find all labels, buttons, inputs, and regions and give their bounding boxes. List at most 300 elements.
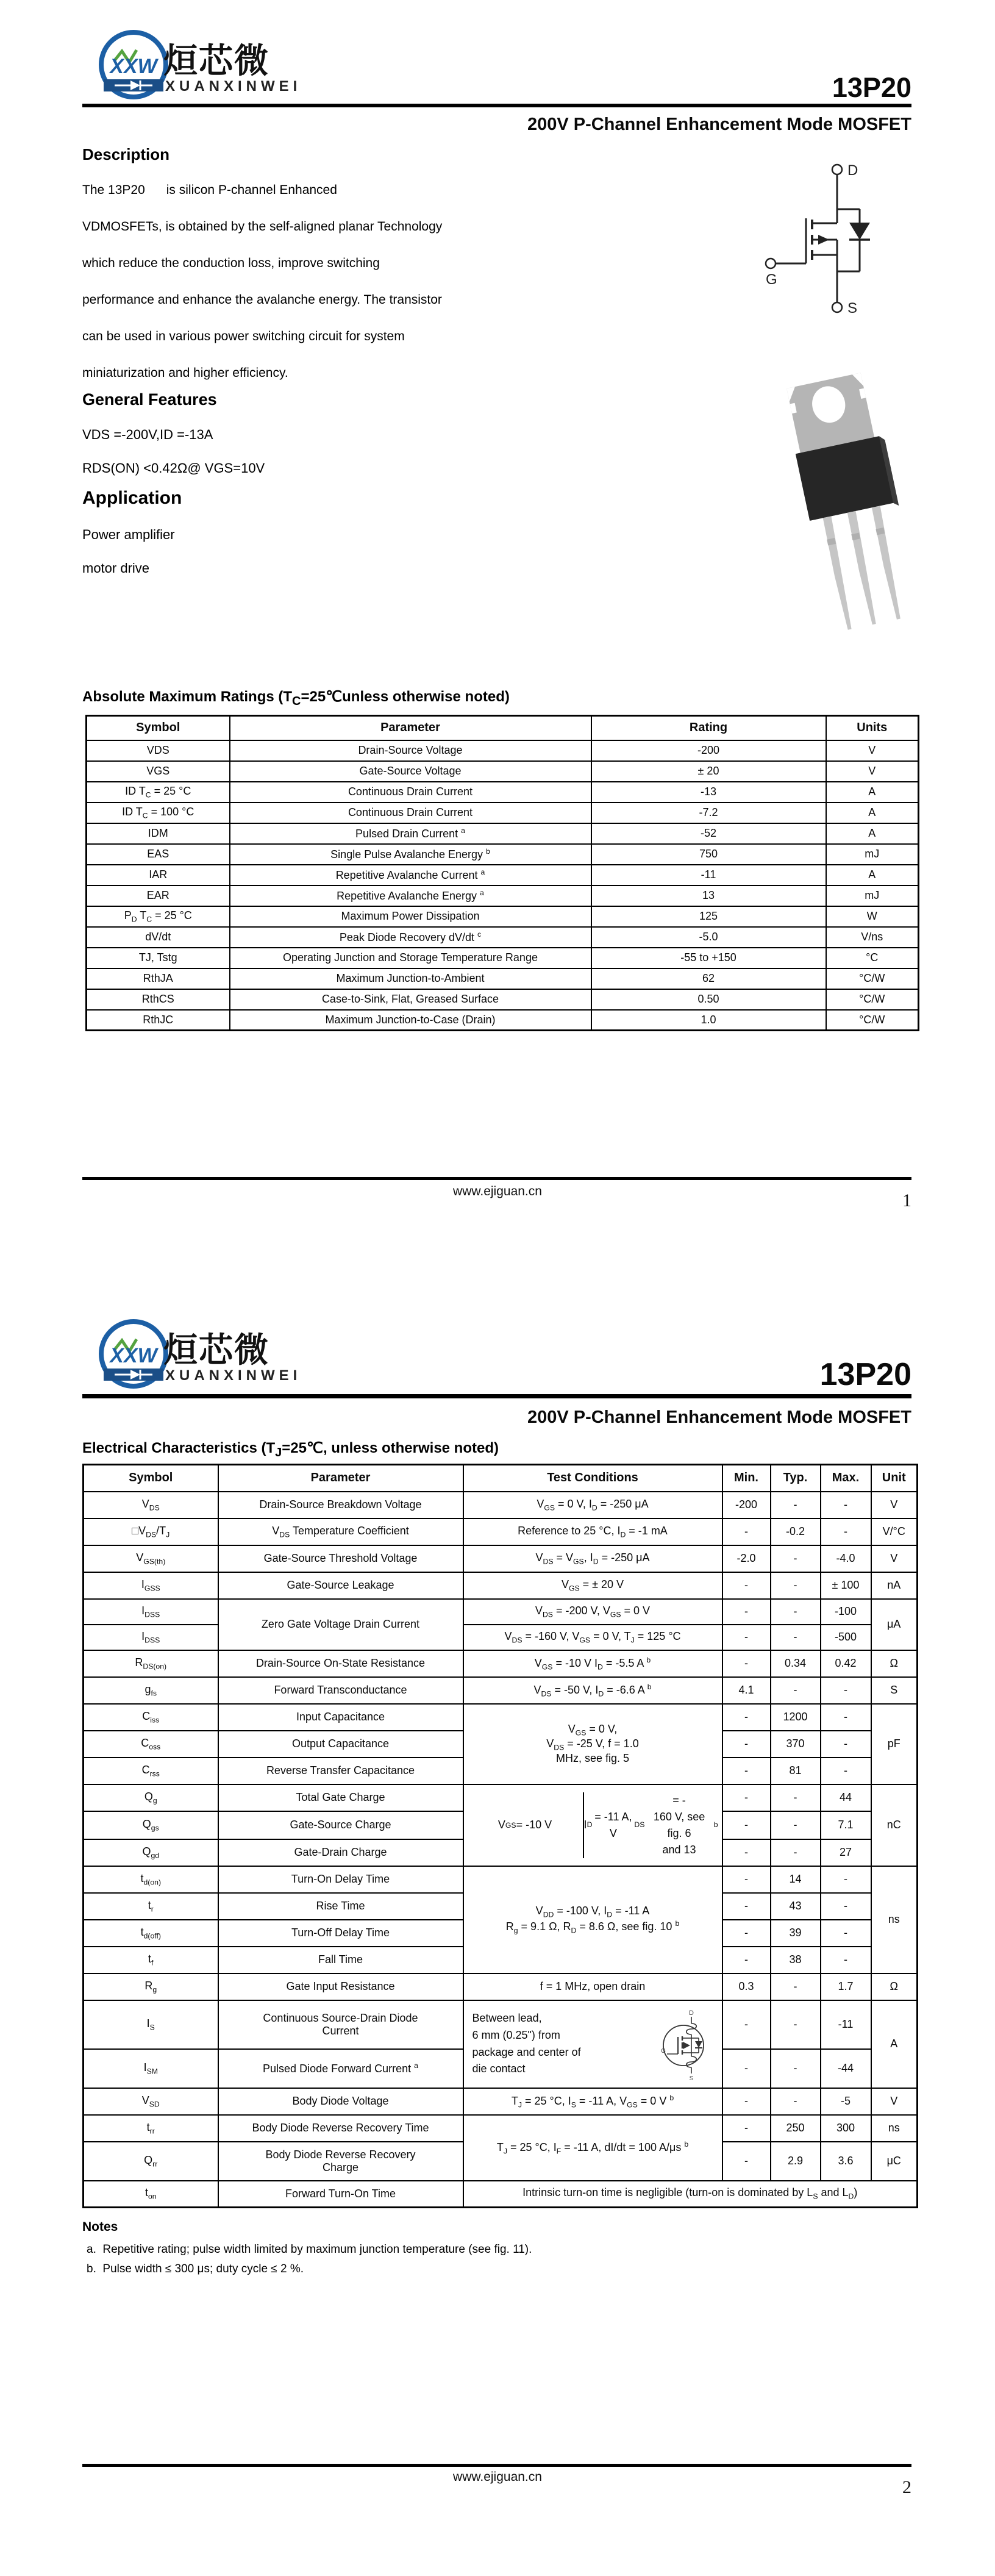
table-cell: Zero Gate Voltage Drain Current [218, 1599, 463, 1650]
table-cell: -44 [821, 2049, 871, 2088]
table-row [84, 2181, 918, 2208]
table-cell: - [722, 1811, 771, 1839]
table-cell: -55 to +150 [591, 948, 826, 968]
table-cell: $I_{DSS}$ [84, 1625, 218, 1650]
table-cell: 125 [591, 906, 826, 927]
table-cell: V [871, 1492, 918, 1519]
table-cell: - [722, 2049, 771, 2088]
table-cell: Gate-Drain Charge [218, 1839, 463, 1866]
package-leg [847, 511, 880, 625]
table-cell: °C/W [826, 1010, 919, 1031]
table-cell: °C/W [826, 968, 919, 989]
table-cell: - [821, 1704, 871, 1731]
table-row [87, 927, 919, 948]
table-row [87, 948, 919, 968]
column-header: Parameter [230, 716, 591, 740]
table-cell: - [771, 1545, 821, 1572]
table-cell: - [771, 2049, 821, 2088]
table-cell: - [771, 1572, 821, 1599]
table-cell: A [826, 823, 919, 844]
table-cell: $V_{DS} = -200$ V, $V_{GS} = 0$ V [463, 1599, 722, 1625]
table-cell: - [722, 1625, 771, 1650]
table-cell: 750 [591, 844, 826, 865]
description-line: can be used in various power switching circuit for system [82, 329, 405, 343]
abs-max-table [85, 715, 919, 1031]
table-row [87, 823, 919, 844]
table-cell: -100 [821, 1599, 871, 1625]
table-cell: V GS = -10 V I D = -11 A, V DS = - 160 V, see fig. 6 and 13 b [463, 1784, 722, 1866]
table-cell: - [722, 1572, 771, 1599]
table-cell: Turn-On Delay Time [218, 1866, 463, 1893]
body-diode [849, 223, 870, 240]
note-line: a. Repetitive rating; pulse width limited by maximum junction temperature (see fig. 11). [87, 2243, 532, 2256]
table-cell: - [771, 1599, 821, 1625]
table-row [84, 1677, 918, 1704]
table-cell: 250 [771, 2115, 821, 2142]
page-title: 200V P-Channel Enhancement Mode MOSFET [527, 115, 911, 134]
table-cell: Ω [871, 1650, 918, 1677]
table-row [84, 2000, 918, 2049]
table-cell: $Q_g$ [84, 1784, 218, 1811]
table-cell: Turn-Off Delay Time [218, 1920, 463, 1947]
drain-terminal [832, 165, 842, 174]
table-cell: - [771, 2088, 821, 2115]
elec-char-title: Electrical Characteristics ($T_J=25℃$, unless otherwise noted) [82, 1440, 499, 1459]
table-cell: $V_{DS} = V_{GS}$, $I_D = -250$ μA [463, 1545, 722, 1572]
table-cell: $C_{rss}$ [84, 1758, 218, 1784]
table-cell: nC [871, 1784, 918, 1866]
table-row [87, 761, 919, 782]
application-heading: Application [82, 488, 182, 508]
table-cell: $V_{DS} = -50$ V, $I_D = -6.6$ A $^b$ [463, 1677, 722, 1704]
table-cell: -13 [591, 782, 826, 803]
description-line: performance and enhance the avalanche energy. The transistor [82, 293, 442, 307]
table-cell: Intrinsic turn-on time is negligible (turn-on is dominated by $L_S$ and $L_D$) [463, 2181, 918, 2208]
table-cell: Fall Time [218, 1947, 463, 1973]
table-cell: - [771, 1811, 821, 1839]
table-cell: Continuous Drain Current [230, 803, 591, 823]
table-cell: -52 [591, 823, 826, 844]
table-cell: -5 [821, 2088, 871, 2115]
source-terminal [832, 302, 842, 312]
table-cell: $V_{GS} = 0$ V, $I_D = -250$ μA [463, 1492, 722, 1519]
table-cell: - [821, 1492, 871, 1519]
description-heading: Description [82, 145, 170, 163]
drain-label: D [847, 162, 858, 179]
table-cell: - [821, 1677, 871, 1704]
table-cell: V [826, 740, 919, 761]
table-cell: 7.1 [821, 1811, 871, 1839]
table-cell: Gate-Source Threshold Voltage [218, 1545, 463, 1572]
table-cell: - [771, 2000, 821, 2049]
table-cell: Ω [871, 1973, 918, 2000]
table-cell: $R_g$ [84, 1973, 218, 2000]
table-cell: 2.9 [771, 2142, 821, 2181]
table-cell: A [826, 782, 919, 803]
table-cell: Continuous Source-Drain Diode Current [218, 2000, 463, 2049]
body-diode-triangle [695, 2041, 702, 2048]
table-cell: - [722, 1920, 771, 1947]
table-cell: IDM [87, 823, 230, 844]
table-cell: °C [826, 948, 919, 968]
table-cell: VDS [87, 740, 230, 761]
table-cell: TJ, Tstg [87, 948, 230, 968]
table-cell: Gate-Source Leakage [218, 1572, 463, 1599]
table-cell: $V_{DS} = -160$ V, $V_{GS} = 0$ V, $T_J = 125$ °C [463, 1625, 722, 1650]
table-cell: Maximum Junction-to-Case (Drain) [230, 1010, 591, 1031]
table-row [87, 740, 919, 761]
table-cell: Maximum Junction-to-Ambient [230, 968, 591, 989]
table-cell: - [821, 1731, 871, 1758]
table-cell: -4.0 [821, 1545, 871, 1572]
application-line: Power amplifier [82, 527, 175, 542]
table-cell: Forward Turn-On Time [218, 2181, 463, 2208]
table-cell: $V_{DS}$ [84, 1492, 218, 1519]
table-cell: - [771, 1677, 821, 1704]
table-cell: A [871, 2000, 918, 2088]
table-cell: $V_{SD}$ [84, 2088, 218, 2115]
table-cell: -11 [591, 865, 826, 886]
table-cell: Pulsed Diode Forward Current $^a$ [218, 2049, 463, 2088]
table-cell: -500 [821, 1625, 871, 1650]
table-cell: ID $T_C = 100$ °C [87, 803, 230, 823]
table-cell: $Q_{gd}$ [84, 1839, 218, 1866]
column-header: Units [826, 716, 919, 740]
footer-url: www.ejiguan.cn [453, 2470, 542, 2484]
source-label: S [847, 300, 858, 317]
table-cell: V/ns [826, 927, 919, 948]
channel-arrow [683, 2042, 690, 2049]
part-number: 13P20 [819, 1357, 911, 1392]
table-cell: Repetitive Avalanche Energy $^a$ [230, 886, 591, 906]
table-cell: Peak Diode Recovery dV/dt $^c$ [230, 927, 591, 948]
table-cell: - [722, 2000, 771, 2049]
data-table [82, 1464, 918, 2208]
icon-drain-label: D [688, 2009, 694, 2017]
table-cell: EAR [87, 886, 230, 906]
header-rule [82, 1394, 911, 1398]
column-header: Typ. [771, 1465, 821, 1492]
mosfet-circle-icon [655, 2008, 713, 2081]
logo-monogram: XXW [110, 1344, 157, 1367]
features-heading: General Features [82, 390, 217, 409]
note-line: b. Pulse width ≤ 300 μs; duty cycle ≤ 2 %. [87, 2263, 304, 2275]
table-cell: ± 20 [591, 761, 826, 782]
table-cell: Output Capacitance [218, 1731, 463, 1758]
table-cell: $V_{DS}$ Temperature Coefficient [218, 1519, 463, 1545]
brand-name-cn: 烜芯微 [163, 41, 269, 80]
table-cell: Body Diode Voltage [218, 2088, 463, 2115]
table-cell: 370 [771, 1731, 821, 1758]
table-cell: Gate-Source Voltage [230, 761, 591, 782]
table-cell: - [771, 1492, 821, 1519]
table-cell: ns [871, 1866, 918, 1973]
page-title: 200V P-Channel Enhancement Mode MOSFET [527, 1408, 911, 1427]
icon-source-label: S [689, 2075, 693, 2081]
mosfet-symbol-diagram [750, 151, 921, 334]
table-cell: - [722, 2088, 771, 2115]
table-cell: f = 1 MHz, open drain [463, 1973, 722, 2000]
table-cell: V [871, 2088, 918, 2115]
table-cell: - [722, 1839, 771, 1866]
table-cell: - [771, 1625, 821, 1650]
column-header: Unit [871, 1465, 918, 1492]
footer-url: www.ejiguan.cn [453, 1184, 542, 1198]
feature-line: RDS(ON) <0.42Ω@ VGS=10V [82, 460, 265, 476]
icon-gate-label: G [660, 2047, 666, 2055]
table-cell: - [722, 1758, 771, 1784]
table-cell: 27 [821, 1839, 871, 1866]
table-cell: - [722, 1519, 771, 1545]
table-cell: mJ [826, 844, 919, 865]
table-cell: -5.0 [591, 927, 826, 948]
table-cell: $I_{GSS}$ [84, 1572, 218, 1599]
column-header: Min. [722, 1465, 771, 1492]
table-cell: IAR [87, 865, 230, 886]
table-cell: - [821, 1866, 871, 1893]
table-row [87, 803, 919, 823]
table-cell: Drain-Source Voltage [230, 740, 591, 761]
footer-rule [82, 1177, 911, 1180]
table-row [84, 1650, 918, 1677]
table-cell: W [826, 906, 919, 927]
table-cell: 13 [591, 886, 826, 906]
table-cell: - [722, 2115, 771, 2142]
table-cell: - [722, 1731, 771, 1758]
table-cell: $Q_{rr}$ [84, 2142, 218, 2181]
table-row [87, 906, 919, 927]
table-cell: Body Diode Reverse Recovery Charge [218, 2142, 463, 2181]
page-2 [0, 1288, 995, 2576]
table-cell: 0.34 [771, 1650, 821, 1677]
table-cell: - [722, 1893, 771, 1920]
column-header: Symbol [84, 1465, 218, 1492]
table-cell: $V_{DD} = -100$ V, $I_D = -11$ A $R_g = 9.1$ Ω, $R_D = 8.6$ Ω, see fig. 10 $^b$ [463, 1866, 722, 1973]
table-cell: Rise Time [218, 1893, 463, 1920]
table-cell: $C_{oss}$ [84, 1731, 218, 1758]
table-cell: ns [871, 2115, 918, 2142]
column-header: Symbol [87, 716, 230, 740]
table-cell: $I_{DSS}$ [84, 1599, 218, 1625]
table-cell: - [722, 1784, 771, 1811]
table-row [84, 2115, 918, 2142]
table-cell: $g_{fs}$ [84, 1677, 218, 1704]
description-line: The 13P20 is silicon P-channel Enhanced [82, 183, 337, 197]
table-cell: Case-to-Sink, Flat, Greased Surface [230, 989, 591, 1010]
description-line: miniaturization and higher efficiency. [82, 366, 288, 380]
table-cell: 39 [771, 1920, 821, 1947]
description-line: which reduce the conduction loss, improve switching [82, 256, 380, 270]
table-cell: Pulsed Drain Current $^a$ [230, 823, 591, 844]
table-cell: - [821, 1893, 871, 1920]
table-cell: $P_D$ $T_C = 25$ °C [87, 906, 230, 927]
table-row [84, 1625, 918, 1650]
notes-heading: Notes [82, 2220, 118, 2234]
table-row [84, 1545, 918, 1572]
table-row [84, 1519, 918, 1545]
table-cell: V/°C [871, 1519, 918, 1545]
table-cell: Total Gate Charge [218, 1784, 463, 1811]
table-cell: - [771, 1839, 821, 1866]
table-cell: 44 [821, 1784, 871, 1811]
feature-line: VDS =-200V,ID =-13A [82, 427, 213, 442]
table-row [84, 1704, 918, 1731]
table-cell: dV/dt [87, 927, 230, 948]
features-list [82, 427, 582, 494]
table-row [84, 2088, 918, 2115]
table-row [84, 1784, 918, 1811]
table-cell: - [821, 1758, 871, 1784]
table-row [87, 886, 919, 906]
table-cell: $t_r$ [84, 1893, 218, 1920]
table-cell: Operating Junction and Storage Temperature Range [230, 948, 591, 968]
table-cell: Reverse Transfer Capacitance [218, 1758, 463, 1784]
gate-label: G [766, 271, 777, 288]
brand-logo [96, 1316, 171, 1392]
part-number: 13P20 [832, 72, 911, 103]
table-cell: -2.0 [722, 1545, 771, 1572]
table-cell: - [722, 1599, 771, 1625]
table-cell: Between lead, 6 mm (0.25") from package and center of die contact D G S [463, 2000, 722, 2088]
table-cell: ID $T_C = 25$ °C [87, 782, 230, 803]
table-cell: S [871, 1677, 918, 1704]
table-cell: 0.50 [591, 989, 826, 1010]
table-cell: $t_{rr}$ [84, 2115, 218, 2142]
table-cell: 1.0 [591, 1010, 826, 1031]
table-cell: Drain-Source Breakdown Voltage [218, 1492, 463, 1519]
table-cell: A [826, 865, 919, 886]
column-header: Test Conditions [463, 1465, 722, 1492]
table-cell: $Q_{gs}$ [84, 1811, 218, 1839]
table-row [84, 1973, 918, 2000]
table-cell: - [771, 1784, 821, 1811]
table-row [84, 1572, 918, 1599]
table-cell: EAS [87, 844, 230, 865]
table-cell: $I_S$ [84, 2000, 218, 2049]
brand-name-en: XUANXINWEI [165, 78, 302, 95]
table-cell: Single Pulse Avalanche Energy $^b$ [230, 844, 591, 865]
table-cell: $V_{GS(th)}$ [84, 1545, 218, 1572]
package-leg [822, 516, 855, 630]
table-cell: 43 [771, 1893, 821, 1920]
table-cell: Body Diode Reverse Recovery Time [218, 2115, 463, 2142]
column-header: Rating [591, 716, 826, 740]
table-cell: - [821, 1519, 871, 1545]
table-cell: Drain-Source On-State Resistance [218, 1650, 463, 1677]
table-cell: 300 [821, 2115, 871, 2142]
table-cell: μA [871, 1599, 918, 1650]
table-cell: Continuous Drain Current [230, 782, 591, 803]
table-cell: - [722, 1650, 771, 1677]
table-cell: RthCS [87, 989, 230, 1010]
page-number: 1 [902, 1190, 911, 1211]
channel-arrow [818, 235, 829, 245]
table-cell: VGS [87, 761, 230, 782]
elec-char-table [82, 1464, 918, 2208]
table-cell: RthJA [87, 968, 230, 989]
brand-logo [96, 27, 171, 102]
table-cell: - [722, 1866, 771, 1893]
table-cell: -200 [591, 740, 826, 761]
package-leg [871, 506, 904, 620]
table-cell: pF [871, 1704, 918, 1784]
logo-monogram: XXW [110, 55, 157, 78]
table-cell: $T_J = 25$ °C, $I_F = -11$ A, dI/dt = 100 A/μs $^b$ [463, 2115, 722, 2181]
gate-terminal [766, 259, 776, 268]
table-row [87, 968, 919, 989]
table-cell: 0.42 [821, 1650, 871, 1677]
table-cell: -0.2 [771, 1519, 821, 1545]
table-cell: μC [871, 2142, 918, 2181]
table-cell: $□V_{DS}/T_J$ [84, 1519, 218, 1545]
table-cell: A [826, 803, 919, 823]
table-cell: Reference to 25 °C, $I_D = -1$ mA [463, 1519, 722, 1545]
table-cell: - [722, 1704, 771, 1731]
table-row [84, 1866, 918, 1893]
table-cell: $t_{d(off)}$ [84, 1920, 218, 1947]
table-cell: Maximum Power Dissipation [230, 906, 591, 927]
package-photo [762, 371, 933, 651]
table-cell: ± 100 [821, 1572, 871, 1599]
table-cell: 3.6 [821, 2142, 871, 2181]
table-row [87, 865, 919, 886]
table-cell: $C_{iss}$ [84, 1704, 218, 1731]
table-cell: - [722, 2142, 771, 2181]
notes-list [87, 2243, 818, 2282]
table-cell: Forward Transconductance [218, 1677, 463, 1704]
table-cell: $V_{GS}$ = ± 20 V [463, 1572, 722, 1599]
footer-rule [82, 2464, 911, 2467]
table-cell: -11 [821, 2000, 871, 2049]
table-cell: 4.1 [722, 1677, 771, 1704]
table-cell: V [826, 761, 919, 782]
description-line: VDMOSFETs, is obtained by the self-aligned planar Technology [82, 220, 443, 234]
table-cell: Gate Input Resistance [218, 1973, 463, 2000]
data-table [85, 715, 919, 1031]
table-row [84, 1492, 918, 1519]
table-cell: $t_f$ [84, 1947, 218, 1973]
table-cell: - [771, 1973, 821, 2000]
table-cell: - [722, 1947, 771, 1973]
table-row [87, 844, 919, 865]
table-cell: Gate-Source Charge [218, 1811, 463, 1839]
table-cell: V [871, 1545, 918, 1572]
table-cell: $t_{on}$ [84, 2181, 218, 2208]
table-cell: 14 [771, 1866, 821, 1893]
table-cell: $V_{GS} = 0$ V, $V_{DS} = -25$ V, f = 1.0 MHz, see fig. 5 [463, 1704, 722, 1784]
table-cell: - [821, 1920, 871, 1947]
table-cell: Repetitive Avalanche Current $^a$ [230, 865, 591, 886]
table-cell: 0.3 [722, 1973, 771, 2000]
table-cell: mJ [826, 886, 919, 906]
table-cell: 1200 [771, 1704, 821, 1731]
table-cell: °C/W [826, 989, 919, 1010]
header-rule [82, 104, 911, 107]
brand-name-en: XUANXINWEI [165, 1367, 302, 1384]
table-cell: 62 [591, 968, 826, 989]
table-cell: $I_{SM}$ [84, 2049, 218, 2088]
column-header: Max. [821, 1465, 871, 1492]
table-cell: 38 [771, 1947, 821, 1973]
table-row [87, 989, 919, 1010]
page-number: 2 [902, 2477, 911, 2497]
brand-name-cn: 烜芯微 [163, 1331, 269, 1369]
table-cell: $T_J = 25$ °C, $I_S = -11$ A, $V_{GS} = 0$ V $^b$ [463, 2088, 722, 2115]
table-row [87, 782, 919, 803]
abs-max-title: Absolute Maximum Ratings ($T_C=25℃unless$ otherwise noted) [82, 689, 510, 708]
table-cell: 81 [771, 1758, 821, 1784]
table-cell: nA [871, 1572, 918, 1599]
